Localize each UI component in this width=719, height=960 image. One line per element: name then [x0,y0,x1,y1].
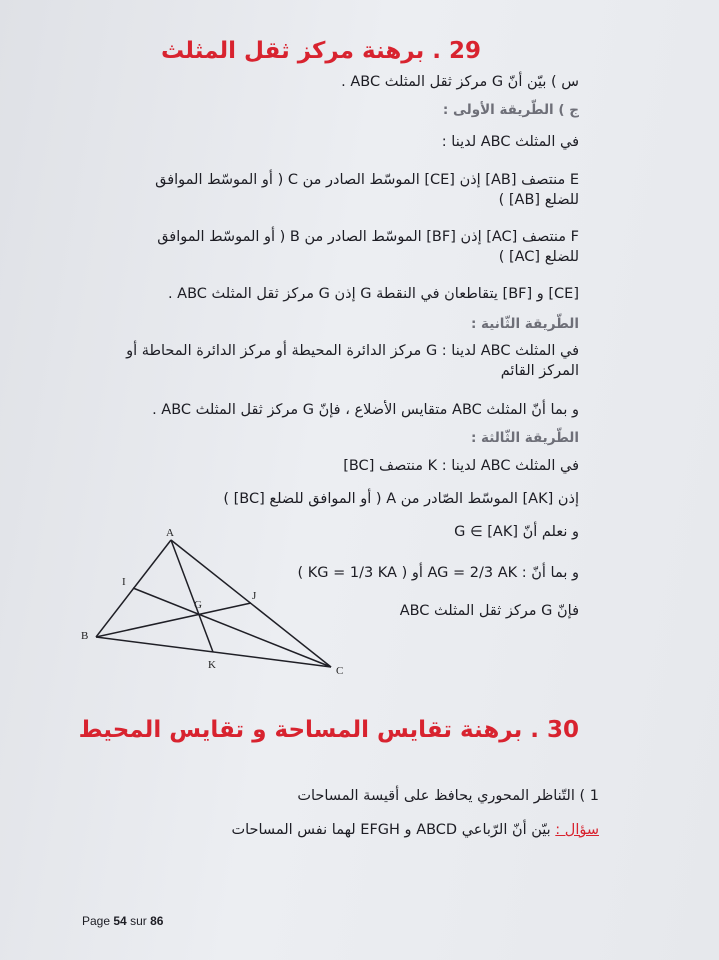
footer-page-number: 54 [113,914,127,928]
footer-middle: sur [130,914,147,928]
median-ci [133,588,331,667]
method-1-label: ج ) الطّريقة الأولى : [442,102,579,118]
method-1-line-3: [CE] و [BF] يتقاطعان في النقطة G إذن G مركز ثقل المثلث ABC . [167,286,579,302]
vertex-label-b: B [81,630,89,642]
point-label-j: J [252,590,257,602]
footer-total-pages: 86 [150,914,164,928]
method-1-line-1b: للضلع [AB] ) [498,192,579,208]
method-3-label: الطّريقة الثّالثة : [470,430,579,446]
method-1-line-1a: E منتصف [AB] إذن [CE] الموسّط الصادر من C ( أو الموسّط الموافق [155,172,579,188]
vertex-label-c: C [336,665,344,677]
method-3-line-4: و بما أنّ : AG = 2/3 AK أو ( KG = 1/3 KA ) [297,565,579,581]
triangle-figure [76,522,346,682]
point-label-g: G [194,599,202,611]
item-1: 1 ) التّناظر المحوري يحافظ على أقيسة المساحات [297,788,599,804]
question-29: س ) بيّن أنّ G مركز ثقل المثلث ABC . [341,74,579,90]
method-1-line-2a: F منتصف [AC] إذن [BF] الموسّط الصادر من B ( أو الموسّط الموافق [157,229,579,245]
section-30-title: 30 . برهنة تقايس المساحة و تقايس المحيط [78,717,579,743]
point-label-k: K [208,659,216,671]
method-2-line-2: و بما أنّ المثلث ABC متقايس الأضلاع ، فإنّ G مركز ثقل المثلث ABC . [152,402,579,418]
question-30-label: سؤال : [555,822,599,838]
footer-prefix: Page [82,914,111,928]
point-label-i: I [122,576,126,588]
method-2-label: الطّريقة الثّانية : [470,316,579,332]
method-1-intro: في المثلث ABC لدينا : [441,134,579,150]
section-29-title: 29 . برهنة مركز ثقل المثلث [160,38,481,64]
method-3-line-5: فإنّ G مركز ثقل المثلث ABC [399,603,579,619]
method-2-line-1b: المركز القائم [500,363,579,379]
method-1-line-2b: للضلع [AC] ) [498,249,579,265]
question-30-text: بيّن أنّ الرّباعي ABCD و EFGH لهما نفس المساحات [231,822,551,838]
method-3-line-2: إذن [AK] الموسّط الصّادر من A ( أو الموافق للضلع [BC] ) [223,491,579,507]
method-3-line-1: في المثلث ABC لدينا : K منتصف [BC] [343,458,579,474]
vertex-label-a: A [166,527,174,539]
page-footer [82,914,163,928]
method-2-line-1a: في المثلث ABC لدينا : G مركز الدائرة المحيطة أو مركز الدائرة المحاطة أو [126,343,579,359]
question-30-row [231,822,599,838]
method-3-line-3: و نعلم أنّ G ∈ [AK] [454,524,579,540]
